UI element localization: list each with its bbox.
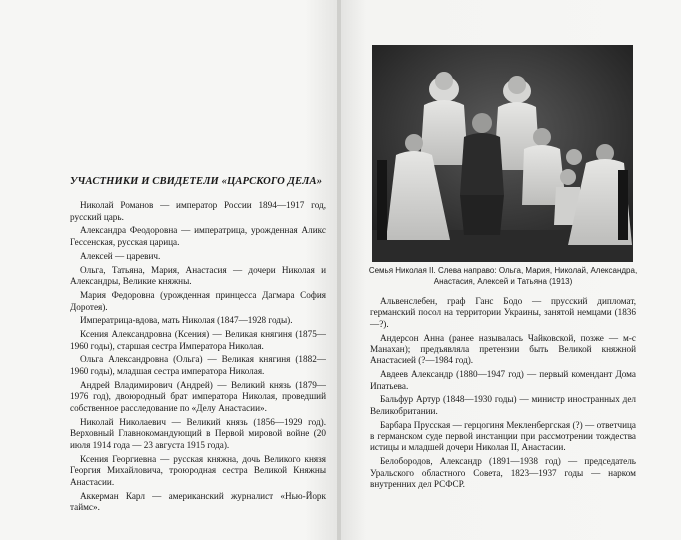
list-item: Барбара Прусская — герцогиня Мекленбергская (?) — ответчица в германском суде первой инстанции при рассмотрении тождества истицы и младшей дочери Николая II, Анастасии.: [370, 419, 636, 453]
list-item: Николай Николаевич — Великий князь (1856—1929 год). Верховный Главнокомандующий в Первой мировой войне (20 июля 1914 года — 23 августа 1915 года).: [70, 416, 326, 450]
list-item: Александра Феодоровна — императрица, урожденная Аликс Гессенская, русская царица.: [70, 225, 326, 247]
list-item: Андрей Владимирович (Андрей) — Великий князь (1879—1976 год), двоюродный брат императора Николая, проведший собственное расследование по «Делу Анастасии».: [70, 379, 326, 413]
list-item: Белобородов, Александр (1891—1938 год) — председатель Уральского областного Совета, 1823—1937 годы — нарком внутренних дел РСФСР.: [370, 456, 636, 490]
family-photo-image: [372, 45, 633, 262]
list-item: Ксения Александровна (Ксения) — Великая княгиня (1875—1960 годы), старшая сестра Императора Николая.: [70, 329, 326, 351]
list-item: Ольга, Татьяна, Мария, Анастасия — дочери Николая и Александры, Великие княжны.: [70, 264, 326, 287]
list-item: Андерсон Анна (ранее называлась Чайковской, позже — м-с Манахан); предъявляла претензии быть Великой княжной Анастасией (?—1984 год).: [370, 332, 636, 366]
list-item: Ольга Александровна (Ольга) — Великая княгиня (1882—1960 годы), младшая сестра императора Николая.: [70, 354, 326, 377]
list-item: Альвенслебен, граф Ганс Бодо — прусский дипломат, германский посол на территории Украины, занятой немцами (1836—?).: [370, 296, 636, 329]
left-page: [0, 0, 339, 540]
list-item: Авдеев Александр (1880—1947 год) — первый комендант Дома Ипатьева.: [370, 369, 636, 391]
list-item: Мария Федоровна (урожденная принцесса Дагмара София Доротея).: [70, 289, 326, 312]
list-item: Императрица-вдова, мать Николая (1847—1928 годы).: [80, 315, 293, 326]
section-title: УЧАСТНИКИ И СВИДЕТЕЛИ «ЦАРСКОГО ДЕЛА»: [70, 176, 323, 187]
photo-caption: Семья Николая II. Слева направо: Ольга, Мария, Николай, Александра, Анастасия, Алексей и Татьяна (1913): [368, 266, 638, 286]
list-item: Ксения Георгиевна — русская княжна, дочь Великого князя Георгия Михайловича, троюродная сестра Великой Княжны Анастасии.: [70, 453, 326, 487]
list-item: Бальфур Артур (1848—1930 годы) — министр иностранных дел Великобритании.: [370, 394, 636, 416]
left-entry-list: [70, 200, 326, 516]
list-item: Аккерман Карл — американский журналист «Нью-Йорк таймс».: [70, 490, 326, 513]
list-item: Алексей — царевич.: [80, 250, 161, 261]
list-item: Николай Романов — император России 1894—1917 год, русский царь.: [70, 200, 326, 222]
family-photo: [372, 45, 633, 262]
right-entry-list: [370, 296, 636, 493]
book-gutter: [337, 0, 341, 540]
